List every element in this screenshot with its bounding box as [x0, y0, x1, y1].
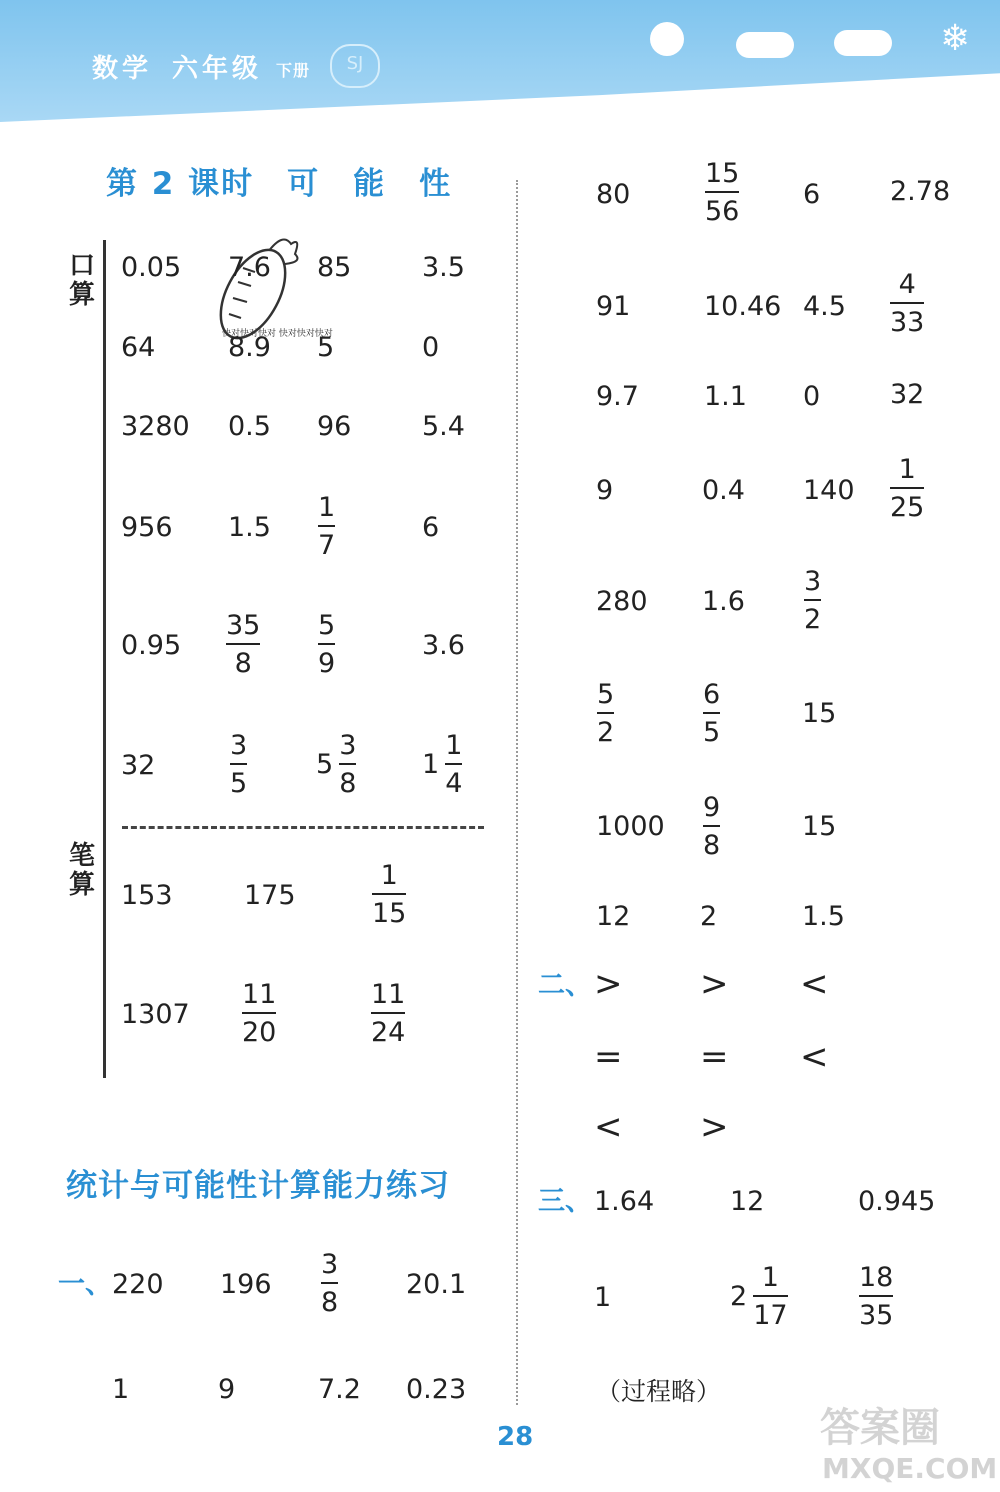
fraction-answer: 18 35: [859, 1262, 894, 1331]
fraction-answer: 3 8: [321, 1249, 339, 1318]
denominator: 7: [318, 530, 336, 561]
answer: 0.4: [702, 475, 745, 506]
answer: 1000: [596, 811, 665, 842]
mixed-number-answer: 5 $\frac{3}{8}$: [316, 730, 357, 799]
answer: 1: [594, 1282, 612, 1313]
lesson-title: 第 2 课时 可 能 性: [106, 166, 453, 202]
answer: 175: [244, 880, 296, 911]
fraction-answer: 5 9: [318, 610, 336, 679]
numerator: 1: [318, 492, 336, 523]
answer: 0.945: [858, 1186, 936, 1217]
left-column-rule: [103, 240, 106, 1078]
answer: 7.6: [228, 252, 271, 283]
answer: 5.4: [422, 411, 465, 442]
fraction-answer: 35 8: [226, 610, 261, 679]
comparison-symbol: <: [594, 1107, 623, 1147]
fraction-answer: 3 5: [230, 730, 248, 799]
answer: 32: [121, 750, 156, 781]
answer: 15: [802, 698, 837, 729]
answer: 2: [700, 901, 718, 932]
answer: 0.95: [121, 630, 182, 661]
answer: 220: [112, 1269, 164, 1300]
answer: 2.78: [890, 176, 951, 207]
fraction-answer: 9 8: [703, 792, 721, 861]
answer: 12: [730, 1186, 765, 1217]
column-divider: [516, 180, 518, 1405]
answer: 1.5: [802, 901, 845, 932]
answer: 85: [317, 252, 352, 283]
answer: 15: [802, 811, 837, 842]
answer: 8.9: [228, 332, 271, 363]
comparison-symbol: <: [800, 964, 829, 1004]
answer: 0.05: [121, 252, 182, 283]
fraction-answer: 4 33: [890, 269, 925, 338]
header-grade: 六年级: [172, 54, 263, 84]
answer: 1.6: [702, 586, 745, 617]
answer: 6: [422, 512, 440, 543]
snowflake-icon: ❄: [940, 18, 971, 59]
comparison-symbol: =: [700, 1037, 729, 1077]
answer: 10.46: [704, 291, 782, 322]
fraction-answer: 1 25: [890, 454, 925, 523]
answer: 91: [596, 291, 631, 322]
answer: 5: [317, 332, 335, 363]
answer: 3280: [121, 411, 190, 442]
fraction-answer: 1 15: [372, 860, 407, 929]
answer: 80: [596, 179, 631, 210]
fraction-answer: 11 24: [371, 979, 406, 1048]
answer: 64: [121, 332, 156, 363]
comparison-symbol: >: [700, 1107, 729, 1147]
mixed-number-answer: 2 $\frac{1}{17}$: [730, 1262, 788, 1331]
comparison-symbol: >: [700, 964, 729, 1004]
answer: 0.23: [406, 1374, 467, 1405]
sun-icon: [650, 22, 684, 56]
cloud-icon: [736, 32, 794, 58]
answer: 280: [596, 586, 648, 617]
answer: 0: [803, 381, 821, 412]
header-subject: 数学: [92, 54, 153, 84]
answer: 9.7: [596, 381, 639, 412]
answer: 196: [220, 1269, 272, 1300]
fraction-answer: 11 20: [242, 979, 277, 1048]
part-one-label: 一、: [58, 1269, 112, 1300]
cloud-icon: [834, 30, 892, 56]
section-divider: [122, 826, 484, 829]
answer: 140: [803, 475, 855, 506]
answer: 9: [596, 475, 614, 506]
answer: 96: [317, 411, 352, 442]
answer: 6: [803, 179, 821, 210]
answer: 3.5: [422, 252, 465, 283]
header-volume: 下册: [276, 61, 311, 80]
part-three-label: 三、: [538, 1186, 592, 1217]
fraction-answer: [318, 494, 335, 559]
answer: 9: [218, 1374, 236, 1405]
answer: 20.1: [406, 1269, 467, 1300]
mental-calc-label: 口算: [68, 251, 95, 310]
watermark-logo: 答案圈: [820, 1405, 940, 1451]
comparison-symbol: <: [800, 1037, 829, 1077]
written-calc-label: 笔算: [68, 841, 95, 900]
answer: 1.1: [704, 381, 747, 412]
comparison-symbol: =: [594, 1037, 623, 1077]
answer: 7.2: [318, 1374, 361, 1405]
fraction-answer: 15 56: [705, 158, 740, 227]
comparison-symbol: >: [594, 964, 623, 1004]
answer: 4.5: [803, 291, 846, 322]
answer: 3.6: [422, 630, 465, 661]
answer: 153: [121, 880, 173, 911]
mixed-number-answer: 1 $\frac{1}{4}$: [422, 730, 463, 799]
part-two-label: 二、: [538, 970, 592, 1001]
watermark-url: MXQE.COM: [822, 1452, 998, 1485]
answer: 1.64: [594, 1186, 655, 1217]
fraction-answer: 3 2: [804, 566, 822, 635]
page-number: 28: [497, 1422, 534, 1452]
answer: 0: [422, 332, 440, 363]
practice-title: 统计与可能性计算能力练习: [66, 1168, 450, 1204]
fraction-answer: 5 2: [597, 679, 615, 748]
answer: 0.5: [228, 411, 271, 442]
answer: 1: [112, 1374, 130, 1405]
answer: 1307: [121, 999, 190, 1030]
answer: 956: [121, 512, 173, 543]
publisher-badge: SJ: [330, 44, 380, 88]
answer: 12: [596, 901, 631, 932]
stamp-text: 快对快对快对 快对快对快对: [222, 329, 333, 339]
process-note: （过程略）: [596, 1377, 722, 1406]
fraction-answer: 6 5: [703, 679, 721, 748]
answer: 32: [890, 379, 925, 410]
answer: 1.5: [228, 512, 271, 543]
